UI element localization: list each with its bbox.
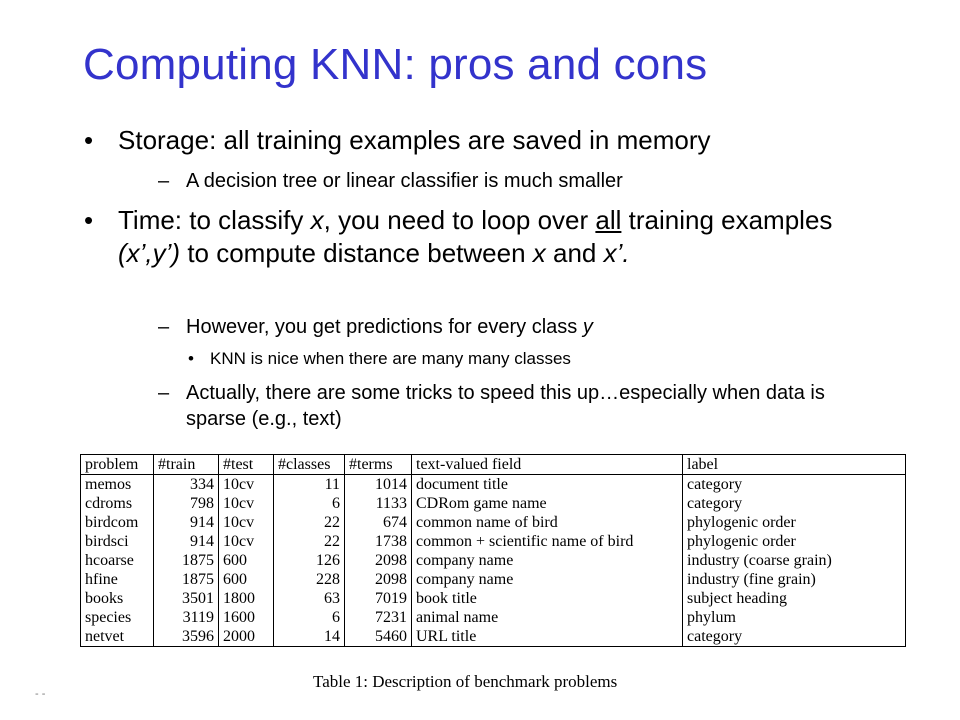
table-cell: 3119 xyxy=(154,608,219,627)
table-cell: 11 xyxy=(274,475,345,495)
slide-title: Computing KNN: pros and cons xyxy=(83,40,708,89)
table-cell: 10cv xyxy=(219,494,274,513)
table-cell: company name xyxy=(412,570,683,589)
table-row xyxy=(81,551,906,570)
table-row xyxy=(81,589,906,608)
table-cell: category xyxy=(683,475,906,495)
word-all: all xyxy=(595,205,622,235)
col-header: #terms xyxy=(345,455,412,475)
table-row xyxy=(81,608,906,627)
col-header: text-valued field xyxy=(412,455,683,475)
col-header: label xyxy=(683,455,906,475)
table-cell: URL title xyxy=(412,627,683,647)
table-cell: 1875 xyxy=(154,551,219,570)
table-cell: birdsci xyxy=(81,532,154,551)
table-cell: 10cv xyxy=(219,513,274,532)
table-cell: 3501 xyxy=(154,589,219,608)
table-cell: phylogenic order xyxy=(683,532,906,551)
table-cell: common + scientific name of bird xyxy=(412,532,683,551)
table-cell: 914 xyxy=(154,532,219,551)
var-y: y xyxy=(582,316,593,338)
table-cell: 7019 xyxy=(345,589,412,608)
table-cell: 1600 xyxy=(219,608,274,627)
col-header: #train xyxy=(154,455,219,475)
table-cell: 1133 xyxy=(345,494,412,513)
time-text-2: , you need to loop over xyxy=(323,205,596,235)
table-row xyxy=(81,513,906,532)
dash-marker: – xyxy=(158,382,170,404)
bullet-marker: • xyxy=(84,205,94,235)
dash-marker: – xyxy=(158,170,170,192)
table-cell: 6 xyxy=(274,608,345,627)
table-cell: industry (fine grain) xyxy=(683,570,906,589)
table-cell: category xyxy=(683,627,906,647)
table-row xyxy=(81,627,906,647)
table-cell: hcoarse xyxy=(81,551,154,570)
table-cell: common name of bird xyxy=(412,513,683,532)
table-header-row xyxy=(81,455,906,475)
subbullet-storage-text: A decision tree or linear classifier is much smaller xyxy=(186,170,623,192)
table-row xyxy=(81,532,906,551)
subsubbullet-knn-text: KNN is nice when there are many many classes xyxy=(210,349,571,368)
table-caption: Table 1: Description of benchmark problems xyxy=(313,672,618,691)
time-text-1: Time: to classify xyxy=(118,205,311,235)
subbullet-however-text xyxy=(186,314,886,340)
table-cell: 5460 xyxy=(345,627,412,647)
table-cell: species xyxy=(81,608,154,627)
table-cell: 22 xyxy=(274,513,345,532)
table-cell: books xyxy=(81,589,154,608)
subbullet-actually-text: Actually, there are some tricks to speed this up…especially when data is sparse (e.g., text) xyxy=(186,382,825,430)
table-cell: 2000 xyxy=(219,627,274,647)
col-header: #test xyxy=(219,455,274,475)
time-text-3: training examples xyxy=(621,205,833,235)
table-cell: 674 xyxy=(345,513,412,532)
table-cell: industry (coarse grain) xyxy=(683,551,906,570)
table-cell: 10cv xyxy=(219,475,274,495)
table-cell: category xyxy=(683,494,906,513)
table-cell: 126 xyxy=(274,551,345,570)
table-cell: 1014 xyxy=(345,475,412,495)
table-cell: book title xyxy=(412,589,683,608)
table-cell: 228 xyxy=(274,570,345,589)
bullet-storage-text: Storage: all training examples are saved in memory xyxy=(118,125,711,155)
time-text-4: to compute distance between xyxy=(180,238,533,268)
benchmark-table xyxy=(80,454,906,647)
table-cell: 600 xyxy=(219,570,274,589)
table-cell: 7231 xyxy=(345,608,412,627)
dash-marker: – xyxy=(158,316,170,338)
table-cell: birdcom xyxy=(81,513,154,532)
table-cell: hfine xyxy=(81,570,154,589)
table-cell: 1800 xyxy=(219,589,274,608)
bullet-marker: • xyxy=(84,125,94,155)
col-header: problem xyxy=(81,455,154,475)
table-cell: 6 xyxy=(274,494,345,513)
var-xy: (x’,y’) xyxy=(118,238,181,268)
table-cell: 600 xyxy=(219,551,274,570)
var-x: x xyxy=(532,238,546,268)
table-cell: document title xyxy=(412,475,683,495)
bullet-marker: • xyxy=(188,349,194,368)
table-cell: memos xyxy=(81,475,154,495)
table-cell: 798 xyxy=(154,494,219,513)
table-cell: phylogenic order xyxy=(683,513,906,532)
table-row xyxy=(81,475,906,495)
table-cell: animal name xyxy=(412,608,683,627)
table-cell: 2098 xyxy=(345,570,412,589)
table-row xyxy=(81,570,906,589)
table-cell: 334 xyxy=(154,475,219,495)
table-cell: 1738 xyxy=(345,532,412,551)
table-cell: 2098 xyxy=(345,551,412,570)
table-cell: CDRom game name xyxy=(412,494,683,513)
table-cell: 10cv xyxy=(219,532,274,551)
table-cell: cdroms xyxy=(81,494,154,513)
table-row xyxy=(81,494,906,513)
table-cell: 3596 xyxy=(154,627,219,647)
table-cell: company name xyxy=(412,551,683,570)
table-cell: netvet xyxy=(81,627,154,647)
var-x: x xyxy=(310,205,324,235)
col-header: #classes xyxy=(274,455,345,475)
table-cell: 1875 xyxy=(154,570,219,589)
page-number: - - xyxy=(35,688,46,700)
time-text-5: and xyxy=(545,238,604,268)
var-x-prime: x’. xyxy=(603,238,630,268)
bullet-time-text xyxy=(118,204,858,270)
table-cell: 14 xyxy=(274,627,345,647)
table-cell: 22 xyxy=(274,532,345,551)
table-cell: subject heading xyxy=(683,589,906,608)
table-cell: phylum xyxy=(683,608,906,627)
table-cell: 914 xyxy=(154,513,219,532)
however-text: However, you get predictions for every class xyxy=(186,316,583,338)
table-cell: 63 xyxy=(274,589,345,608)
